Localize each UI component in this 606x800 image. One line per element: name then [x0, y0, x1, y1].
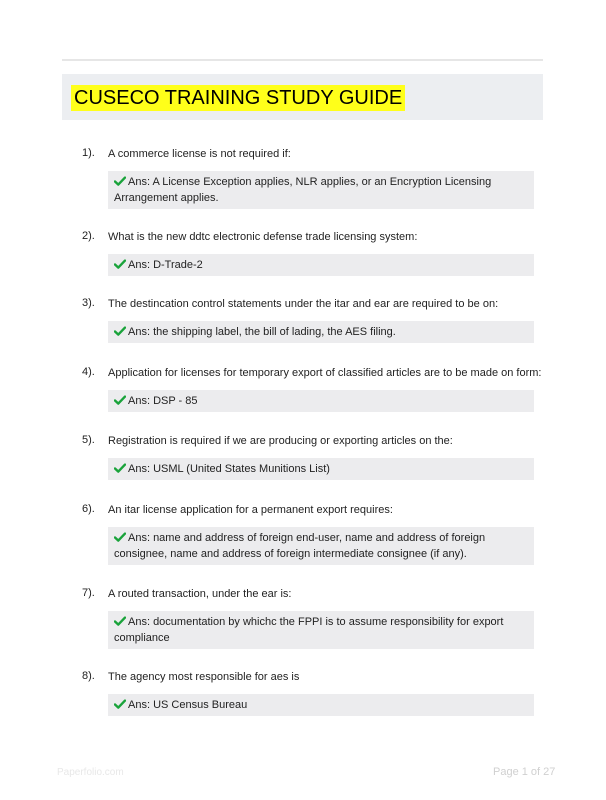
- checkmark-icon: [114, 259, 126, 269]
- question-number: 1).: [82, 147, 95, 159]
- question-number: 2).: [82, 230, 95, 242]
- answer-box: [108, 254, 534, 276]
- page-number: Page 1 of 27: [493, 766, 556, 778]
- question-text: A commerce license is not required if:: [108, 148, 291, 160]
- checkmark-icon: [114, 176, 126, 186]
- answer-box: [108, 458, 534, 480]
- answer-text: Ans: USML (United States Munitions List): [128, 463, 330, 475]
- checkmark-icon: [114, 463, 126, 473]
- question-text: What is the new ddtc electronic defense trade licensing system:: [108, 231, 418, 243]
- question-text: Application for licenses for temporary export of classified articles are to be made on form:: [108, 367, 542, 379]
- question-number: 5).: [82, 434, 95, 446]
- question-number: 3).: [82, 297, 95, 309]
- question-text: An itar license application for a permanent export requires:: [108, 504, 393, 516]
- question-text: The destincation control statements under the itar and ear are required to be on:: [108, 298, 499, 310]
- answer-box: [108, 527, 534, 565]
- answer-text: Ans: DSP - 85: [128, 395, 198, 407]
- answer-box: [108, 390, 534, 412]
- question-number: 6).: [82, 503, 95, 515]
- question-number: 7).: [82, 587, 95, 599]
- checkmark-icon: [114, 532, 126, 542]
- answer-text: Ans: the shipping label, the bill of lading, the AES filing.: [128, 326, 396, 338]
- answer-text: Ans: D-Trade-2: [128, 259, 203, 271]
- answer-box: [108, 321, 534, 343]
- checkmark-icon: [114, 326, 126, 336]
- answer-text: Ans: A License Exception applies, NLR applies, or an Encryption Licensing Arrangement applies.: [114, 176, 492, 204]
- answer-box: [108, 611, 534, 649]
- answer-box: [108, 171, 534, 209]
- checkmark-icon: [114, 699, 126, 709]
- page-title: CUSECO TRAINING STUDY GUIDE: [71, 85, 405, 111]
- checkmark-icon: [114, 616, 126, 626]
- answer-text: Ans: US Census Bureau: [128, 699, 248, 711]
- answer-text: Ans: documentation by whichc the FPPI is to assume responsibility for export compliance: [114, 616, 504, 644]
- footer-watermark: Paperfolio.com: [57, 767, 124, 778]
- question-number: 8).: [82, 670, 95, 682]
- question-text: The agency most responsible for aes is: [108, 671, 300, 683]
- top-rule: [62, 59, 543, 61]
- title-box: [62, 74, 543, 120]
- question-text: A routed transaction, under the ear is:: [108, 588, 292, 600]
- checkmark-icon: [114, 395, 126, 405]
- question-text: Registration is required if we are producing or exporting articles on the:: [108, 435, 453, 447]
- answer-box: [108, 694, 534, 716]
- question-number: 4).: [82, 366, 95, 378]
- answer-text: Ans: name and address of foreign end-user, name and address of foreign consignee, name and address of foreign intermediate consignee (if any).: [114, 532, 486, 560]
